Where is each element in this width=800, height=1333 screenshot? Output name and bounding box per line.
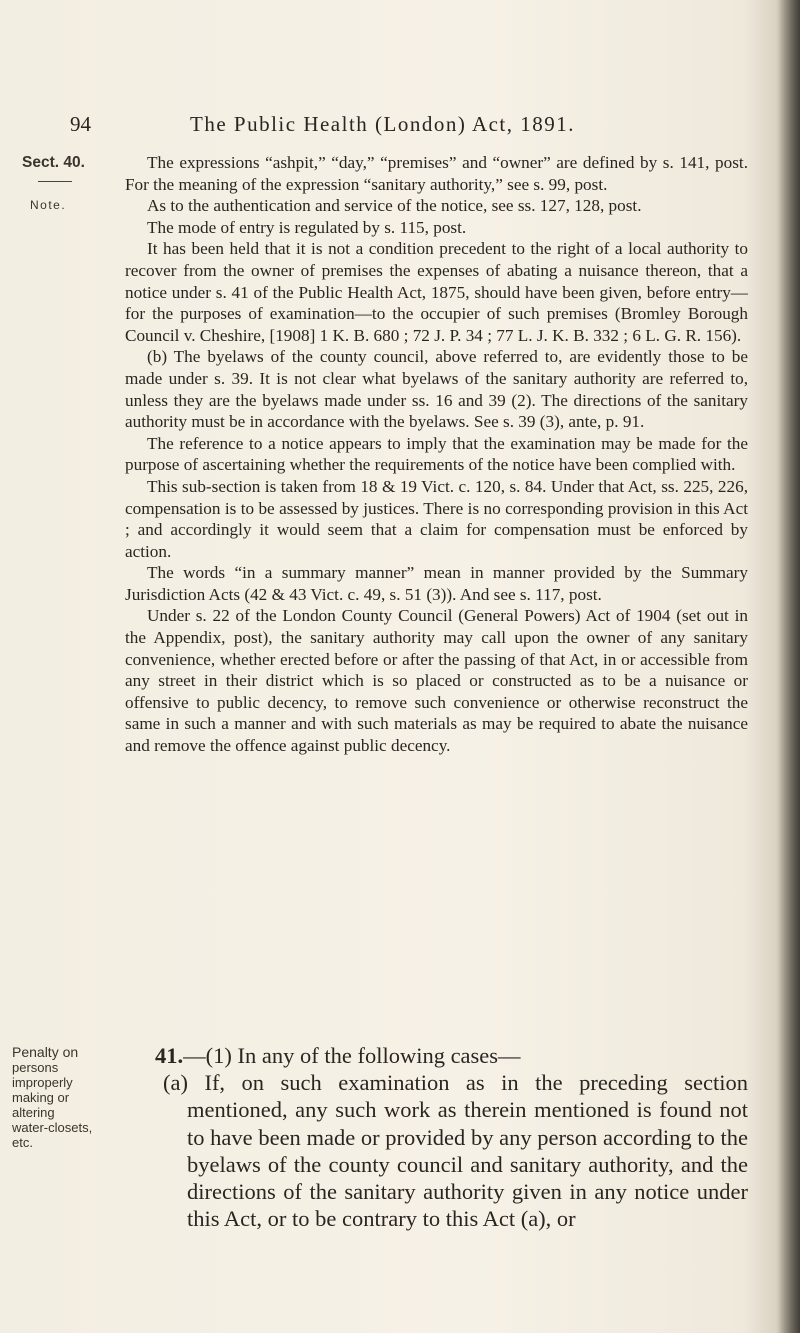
- note-paragraph: The reference to a notice appears to imply that the examination may be made for the purpose of ascertaining whether the requirements of the notice have been complied with.: [125, 433, 748, 475]
- marginal-note-line: Penalty on: [12, 1044, 79, 1060]
- section-41-clause-a: (a) If, on such examination as in the preceding section mentioned, any such work as therein mentioned is found not to have been made or provided by any person according to the byelaws of the county council and sanitary authority, and the directions of the sanitary authority given in any notice under this Act, or to be contrary to this Act (a), or: [163, 1070, 748, 1232]
- note-paragraph: This sub-section is taken from 18 & 19 Vict. c. 120, s. 84. Under that Act, ss. 225, 226, compensation is to be assessed by justices. There is no corresponding provision in this Act ; and accordingly it would seem that a claim for compensation must be enforced by action.: [125, 476, 748, 561]
- marginal-note-line: water-closets,: [12, 1120, 93, 1135]
- section-41-lead-text: —(1) In any of the following cases—: [183, 1043, 521, 1068]
- note-label: Note.: [30, 198, 67, 212]
- page-number: 94: [70, 112, 91, 136]
- page-header: [70, 112, 750, 142]
- note-paragraph: (b) The byelaws of the county council, above referred to, are evidently those to be made under s. 39. It is not clear what byelaws of the sanitary authority are referred to, unless they are the byelaws made under ss. 16 and 39 (2). The directions of the sanitary authority must be in accordance with the byelaws. See s. 39 (3), ante, p. 91.: [125, 347, 748, 432]
- section-41-lead: [155, 1042, 748, 1069]
- section-number: 41.: [155, 1043, 184, 1068]
- marginal-note-line: altering: [12, 1105, 55, 1120]
- marginal-note-line: persons: [12, 1060, 59, 1075]
- note-paragraph: Under s. 22 of the London County Council (General Powers) Act of 1904 (set out in the Appendix, post), the sanitary authority may call upon the owner of any sanitary convenience, whether erected before or after the passing of that Act, in or accessible from any street in their district which is so placed or constructed as to be a nuisance or offensive to public decency, to remove such convenience or otherwise reconstruct the same in such a manner and with such materials as may be required to abate the nuisance and remove the offence against public decency.: [125, 606, 748, 756]
- note-paragraph: The words “in a summary manner” mean in manner provided by the Summary Jurisdiction Acts (42 & 43 Vict. c. 49, s. 51 (3)). And see s. 117, post.: [125, 563, 748, 604]
- note-paragraph: It has been held that it is not a condition precedent to the right of a local authority to recover from the owner of premises the expenses of abating a nuisance thereon, that a notice under s. 41 of the Public Health Act, 1875, should have been given, before entry—for the purposes of examination—to the occupier of such premises (Bromley Borough Council v. Cheshire, [1908] 1 K. B. 680 ; 72 J. P. 34 ; 77 L. J. K. B. 332 ; 6 L. G. R. 156).: [125, 239, 748, 345]
- running-title: The Public Health (London) Act, 1891.: [190, 112, 576, 136]
- section-41: [155, 1042, 748, 1232]
- marginal-note-penalty: [12, 1045, 130, 1150]
- page-binding-shadow: [778, 0, 800, 1333]
- section-label: Sect. 40.: [22, 154, 85, 171]
- note-paragraph: The expressions “ashpit,” “day,” “premises” and “owner” are defined by s. 141, post. For the meaning of the expression “sanitary authority,” see s. 99, post.: [125, 153, 748, 194]
- marginal-note-line: etc.: [12, 1135, 33, 1150]
- note-paragraph: The mode of entry is regulated by s. 115, post.: [147, 217, 467, 237]
- section-divider: [38, 181, 72, 182]
- note-body: [125, 152, 748, 757]
- note-paragraph: As to the authentication and service of the notice, see ss. 127, 128, post.: [147, 196, 642, 216]
- marginal-note-line: improperly: [12, 1075, 73, 1090]
- marginal-note-line: making or: [12, 1090, 70, 1105]
